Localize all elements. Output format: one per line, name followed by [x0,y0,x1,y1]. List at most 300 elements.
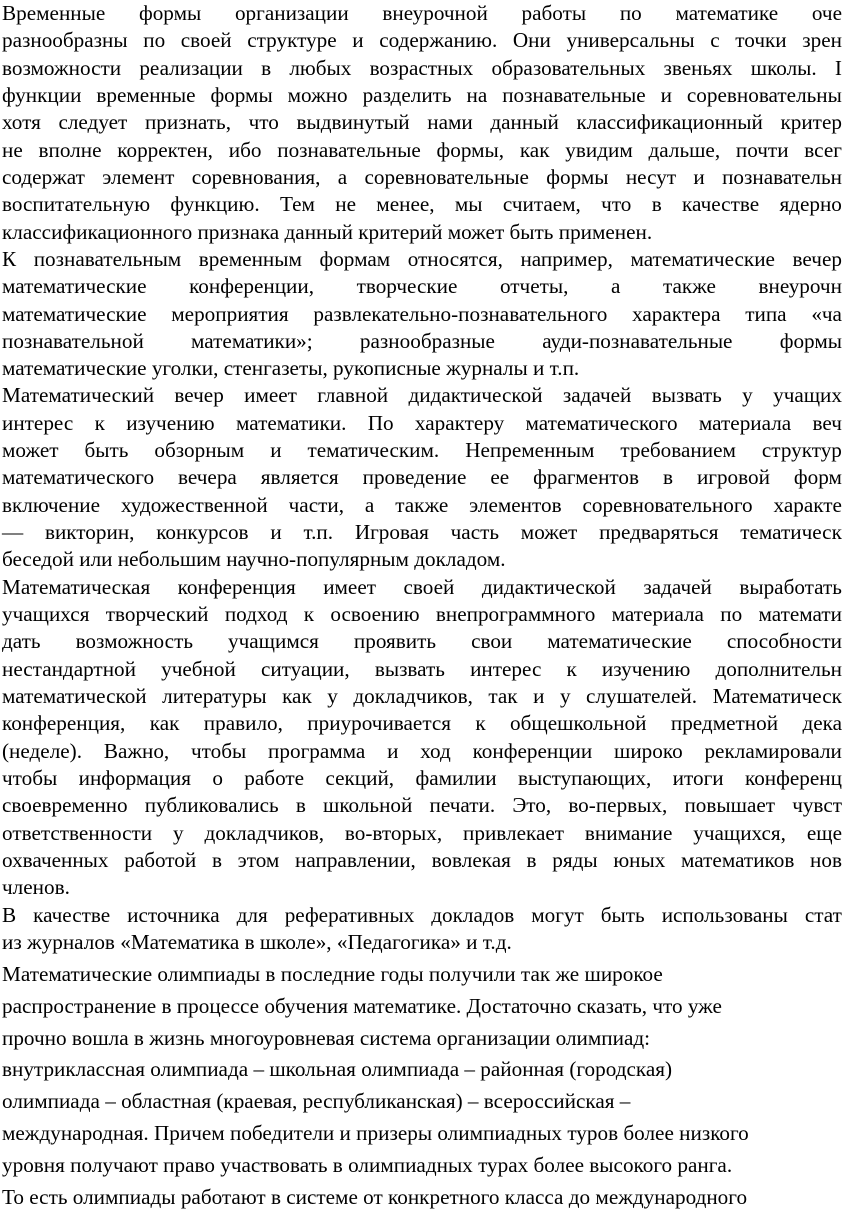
word: выработать [739,577,842,598]
word: не [335,194,356,215]
word: докладчиков, [353,686,473,707]
word: познавательной [2,331,144,352]
word: источника [127,905,219,926]
word: Тем [280,194,315,215]
word: познавательн [722,167,842,188]
word: так [488,686,517,707]
text-line [2,140,842,161]
word: и [270,522,281,543]
word: соревновательные [365,167,529,188]
text-line: распространение в процессе обучения математике. Достаточно сказать, что уже [2,996,722,1017]
word: в [296,795,306,816]
text-line: членов. [2,877,70,898]
word: программа [268,741,365,762]
word: широко [614,741,683,762]
word: математического [2,467,154,488]
word: возможность [76,631,193,652]
word: имеет [244,385,297,406]
word: о [212,768,223,789]
word: включение [2,495,100,516]
word: свои [471,631,512,652]
word: и [352,30,363,51]
word: формы [780,331,842,352]
word: обзорным [154,440,244,461]
word: дополнительн [715,659,842,680]
word: т.п. [303,522,333,543]
word: художественной [121,495,268,516]
word: в [261,58,271,79]
word: подход [225,604,288,625]
text-line [2,58,842,79]
word: математи [759,604,842,625]
word: игровой [697,467,770,488]
word: как [150,713,180,734]
word: во-первых, [568,795,667,816]
word: материала [612,604,704,625]
word: тематическ [740,522,842,543]
word: математике [676,3,779,24]
word: Математическ [713,686,842,707]
word: математического [526,413,678,434]
word: чтобы [2,768,57,789]
word: вовлекая [432,850,511,871]
word: имеет [323,577,376,598]
text-line [2,440,842,461]
word: чувст [792,795,842,816]
word: I [835,58,842,79]
word: в [212,850,222,871]
word: можно [288,85,348,106]
text-line [2,249,842,270]
word: учащих [773,385,842,406]
text-line [2,276,842,297]
text-line [2,823,842,844]
word: правило, [204,713,283,734]
text-line [2,713,842,734]
word: К [2,249,16,270]
word: своей [181,30,232,51]
word: математические [2,276,147,297]
word: соревновательны [687,85,842,106]
word: вызвать [375,659,445,680]
word: и [693,167,704,188]
word: элементов [469,495,561,516]
word: в [652,194,662,215]
word: математические [2,304,147,325]
word: мероприятия [171,304,288,325]
word: Математическая [2,577,150,598]
word: относятся, [408,249,503,270]
word: универсальны [566,30,694,51]
word: нами [427,112,473,133]
word: соревнования, [192,167,321,188]
word: формы [210,85,272,106]
word: вызвать [652,385,722,406]
word: быть [601,905,645,926]
word: временным [199,249,302,270]
word: познавательным [34,249,182,270]
text-line [2,30,842,51]
word: учебной [161,659,236,680]
text-line [2,768,842,789]
word: привлекает [463,823,564,844]
word: корректен, [117,140,213,161]
word: ауди-познавательные [542,331,732,352]
text-line [2,304,842,325]
word: ряды [552,850,597,871]
word: выдвинутый [296,112,409,133]
word: математической [2,686,147,707]
text-line: международная. Причем победители и призеры олимпиадных туров более низкого [2,1123,749,1144]
word: использованы [662,905,788,926]
word: публиковались [145,795,279,816]
word: менее, [376,194,434,215]
word: качестве [682,194,759,215]
word: формы [546,167,608,188]
word: работе [244,768,304,789]
word: нов [810,850,842,871]
text-line [2,3,842,24]
word: повышает [684,795,775,816]
word: В [2,905,16,926]
word: По [368,413,394,434]
text-line: математические уголки, стенгазеты, рукописные журналы и т.п. [2,358,579,379]
word: математические [630,249,775,270]
word: главной [317,385,388,406]
word: характера [632,304,720,325]
word: интерес [2,413,73,434]
word: творческие [357,276,458,297]
text-line: классификационного признака данный критерий может быть применен. [2,222,652,243]
word: нестандартной [2,659,136,680]
word: в [527,850,537,871]
word: реализации [139,58,243,79]
text-line [2,850,842,871]
word: ответственности [2,823,152,844]
word: по [143,30,165,51]
word: по [620,3,642,24]
word: функции [2,85,81,106]
word: во-вторых, [345,823,442,844]
text-line: внутриклассная олимпиада – школьная олимпиада – районная (городская) [2,1059,672,1080]
word: образовательных [491,58,645,79]
word: почти [736,140,789,161]
word: материала [699,413,791,434]
word: приурочивается [307,713,451,734]
word: у [173,823,184,844]
word: считаем, [503,194,581,215]
word: для [237,905,268,926]
word: а [611,276,620,297]
word: и [270,440,281,461]
word: организации [235,3,349,24]
word: требованием [620,440,736,461]
word: рекламировали [704,741,841,762]
word: информация [79,768,191,789]
word: творческий [106,604,209,625]
word: содержат [2,167,85,188]
word: является [261,467,339,488]
word: признать, [145,112,231,133]
word: слушателей. [586,686,697,707]
word: по [720,604,742,625]
word: конкурсов [156,522,248,543]
word: могут [531,905,584,926]
word: еще [807,823,842,844]
word: следует [58,112,127,133]
word: направлении, [295,850,416,871]
word: к [95,413,105,434]
word: разнообразны [2,30,128,51]
word: задачей [643,577,712,598]
word: формы, [437,140,505,161]
word: внимание [585,823,672,844]
word: школьной [323,795,412,816]
word: математиков [681,850,794,871]
text-line: из журналов «Математика в школе», «Педагогика» и т.д. [2,932,512,953]
word: структуре [247,30,336,51]
word: Непременным [465,440,594,461]
word: Математический [2,385,154,406]
text-line [2,467,842,488]
word: разделить [363,85,452,106]
word: дидактической [408,385,542,406]
word: воспитательную [2,194,150,215]
text-line: прочно вошла в жизнь многоуровневая система организации олимпиад: [2,1028,650,1049]
word: всег [804,140,842,161]
word: юных [613,850,665,871]
word: ход [420,741,451,762]
word: характеру [415,413,504,434]
word: что [601,194,631,215]
word: конференц [745,768,842,789]
word: внеурочн [758,276,841,297]
text-line [2,686,842,707]
word: реферативных [285,905,415,926]
word: соревновательного [583,495,753,516]
word: возможности [2,58,121,79]
word: может [521,522,578,543]
word: и [387,741,398,762]
word: форм [794,467,842,488]
word: конференция [178,577,296,598]
word: несут [626,167,676,188]
text-line [2,85,842,106]
word: ибо [229,140,262,161]
word: как [282,686,312,707]
word: вечер [793,249,842,270]
text-line [2,112,842,133]
word: дека [802,713,842,734]
word: математические [547,631,692,652]
word: у [327,686,338,707]
word: секций, [325,768,394,789]
word: к [475,713,485,734]
word: дидактической [482,577,616,598]
word: познавательные [277,140,421,161]
word: интерес [470,659,541,680]
word: части, [289,495,344,516]
word: школы. [751,58,817,79]
word: учащихся [2,604,89,625]
text-line [2,413,842,434]
word: элемент [102,167,174,188]
text-line [2,495,842,516]
word: конференция, [2,713,125,734]
word: учащихся, [693,823,786,844]
word: формам [319,249,390,270]
word: «ча [811,304,842,325]
word: у [742,385,753,406]
word: и [661,85,672,106]
text-line [2,522,842,543]
text-line [2,385,842,406]
word: может [2,440,59,461]
word: ситуации, [261,659,350,680]
word: викторин, [45,522,135,543]
word: конференции [473,741,593,762]
word: познавательные [502,85,646,106]
text-line: беседой или небольшим научно-популярным докладом. [2,549,506,570]
word: выступающих, [518,768,651,789]
word: ядерно [779,194,841,215]
word: ее [490,467,509,488]
word: работы [522,3,587,24]
word: структур [762,440,842,461]
word: конференции, [189,276,314,297]
text-line: олимпиада – областная (краевая, республиканская) – всероссийская – [2,1091,630,1112]
word: фамилии [415,768,496,789]
word: быть [84,440,128,461]
word: также [395,495,448,516]
text-line [2,167,842,188]
word: докладчиков, [204,823,324,844]
text-line [2,741,842,762]
word: увидим [565,140,632,161]
text-line: То есть олимпиады работают в системе от конкретного класса до международного [2,1187,747,1208]
word: (неделе). [2,741,82,762]
word: что [249,112,279,133]
word: данный [490,112,558,133]
word: изучению [126,413,214,434]
word: а [338,167,347,188]
word: хотя [2,112,41,133]
word: изучению [602,659,690,680]
word: способности [727,631,842,652]
word: к [566,659,576,680]
word: Это, [512,795,551,816]
word: печати. [430,795,496,816]
word: фрагментов [533,467,639,488]
text-line [2,795,842,816]
word: внепрограммного [436,604,595,625]
word: у [560,686,571,707]
word: точки [735,30,786,51]
word: математики»; [191,331,313,352]
word: своей [403,577,454,598]
word: временные [96,85,195,106]
word: характе [774,495,842,516]
word: Важно, [104,741,169,762]
word: в [663,467,673,488]
word: работой [124,850,196,871]
word: к [304,604,314,625]
text-line [2,577,842,598]
word: классификационный [576,112,762,133]
word: качестве [33,905,110,926]
word: проявить [354,631,436,652]
word: с [710,30,719,51]
text-line [2,604,842,625]
word: общешкольной [510,713,646,734]
word: на [467,85,488,106]
text-line [2,631,842,652]
word: литературы [162,686,266,707]
text-line [2,659,842,680]
word: формы [139,3,201,24]
word: например, [520,249,612,270]
word: Игровая [355,522,429,543]
word: дать [2,631,41,652]
word: предваряться [599,522,718,543]
word: вечера [178,467,237,488]
word: звеньях [664,58,733,79]
word: вполне [39,140,102,161]
word: Они [513,30,551,51]
text-line: Математические олимпиады в последние годы получили так же широкое [2,964,663,985]
word: отчеты, [500,276,568,297]
word: предметной [671,713,778,734]
word: и [533,686,544,707]
word: охваченных [2,850,109,871]
word: математики. [236,413,346,434]
word: как [520,140,550,161]
word: не [2,140,23,161]
word: критер [780,112,841,133]
word: веч [813,413,842,434]
word: вечер [174,385,223,406]
word: задачей [563,385,632,406]
word: стат [805,905,842,926]
word: освоению [330,604,419,625]
word: возрастных [370,58,474,79]
word: дальше, [649,140,721,161]
text-line [2,194,842,215]
word: чтобы [191,741,246,762]
word: проведение [363,467,467,488]
word: часть [451,522,499,543]
word: мы [455,194,483,215]
word: любых [289,58,351,79]
word: разнообразные [360,331,495,352]
word: функцию. [170,194,259,215]
word: также [663,276,716,297]
word: развлекательно-познавательного [313,304,607,325]
text-line [2,331,842,352]
word: своевременно [2,795,128,816]
text-line [2,905,842,926]
word: этом [238,850,280,871]
word: докладов [431,905,514,926]
word: зрен [802,30,842,51]
word: содержанию. [379,30,497,51]
word: итоги [673,768,724,789]
word: типа [745,304,786,325]
word: тематическим. [308,440,440,461]
word: учащимся [228,631,319,652]
text-line: уровня получают право участвовать в олимпиадных турах более высокого ранга. [2,1155,732,1176]
word: оче [812,3,842,24]
